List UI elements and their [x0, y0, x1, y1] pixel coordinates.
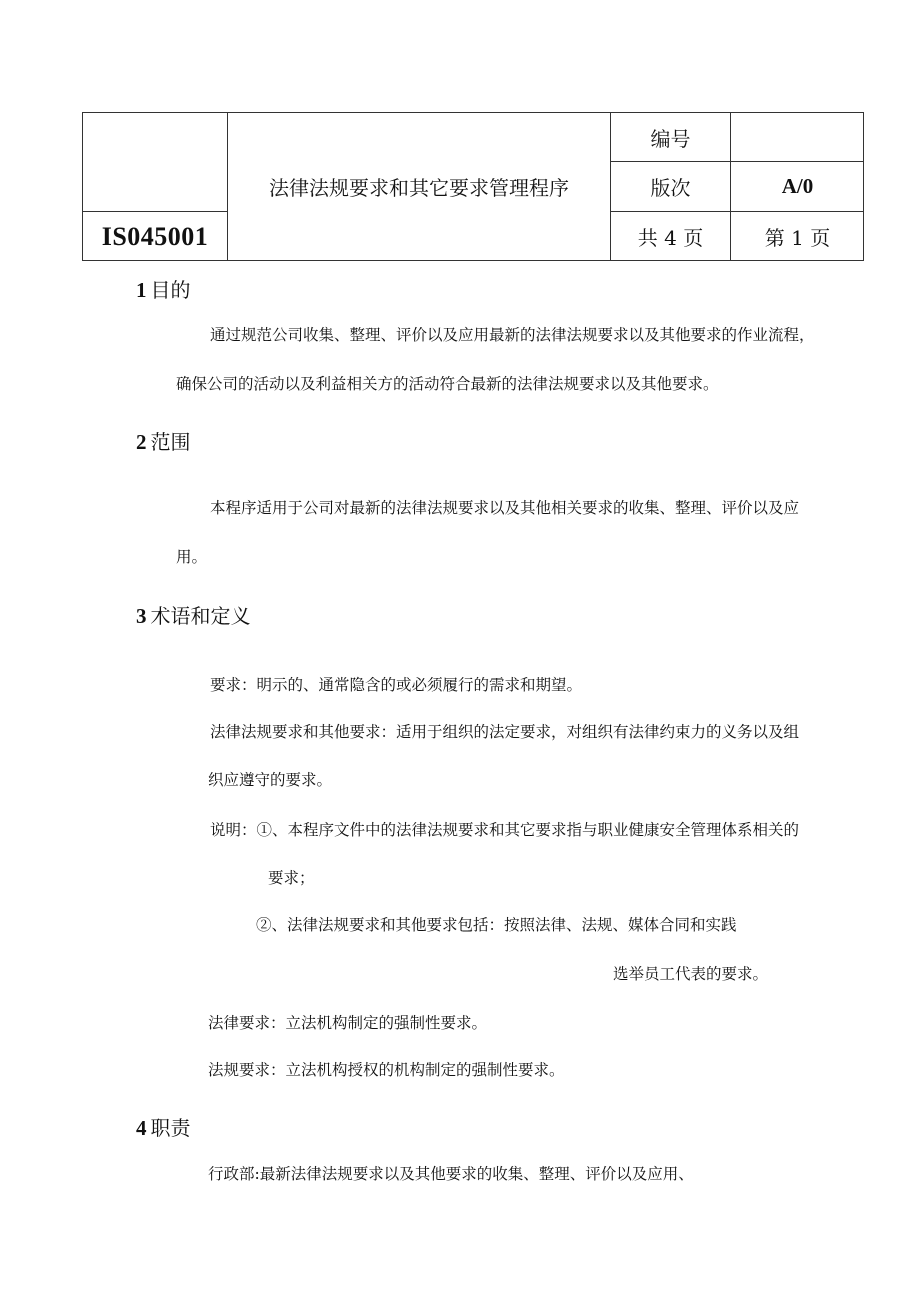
number-label: 编号 — [650, 126, 691, 151]
note-2: ②、法律法规要求和其他要求包括：按照法律、法规、媒体合同和实践 — [256, 916, 737, 934]
current-page: 第 1 页 — [764, 225, 831, 250]
number-value — [731, 113, 864, 161]
section-title: 术语和定义 — [150, 604, 251, 628]
definition-legal-requirement-cont: 织应遵守的要求。 — [208, 771, 333, 789]
document-header-table — [82, 112, 864, 261]
section-number: 4 — [136, 1116, 147, 1140]
section-4-heading — [136, 1112, 191, 1141]
note-1-cont: 要求； — [268, 869, 315, 887]
note-1: 说明：①、本程序文件中的法律法规要求和其它要求指与职业健康安全管理体系相关的 — [210, 821, 800, 839]
definition-legal-requirement: 法律法规要求和其他要求：适用于组织的法定要求，对组织有法律约束力的义务以及组 — [210, 723, 800, 741]
section-title: 目的 — [150, 278, 191, 302]
document-title: 法律法规要求和其它要求管理程序 — [269, 176, 569, 200]
definition-requirement: 要求：明示的、通常隐含的或必须履行的需求和期望。 — [210, 676, 583, 694]
section-number: 3 — [136, 604, 147, 628]
section-1-heading — [136, 274, 191, 303]
definition-regulation: 法规要求：立法机构授权的机构制定的强制性要求。 — [208, 1061, 565, 1079]
paragraph-line: 确保公司的活动以及利益相关方的活动符合最新的法律法规要求以及其他要求。 — [176, 375, 719, 393]
paragraph-line: 本程序适用于公司对最新的法律法规要求以及其他相关要求的收集、整理、评价以及应 — [210, 499, 800, 517]
responsibility-admin: 行政部:最新法律法规要求以及其他要求的收集、整理、评价以及应用、 — [208, 1165, 694, 1183]
section-number: 1 — [136, 278, 147, 302]
section-title: 职责 — [150, 1116, 191, 1140]
version-label: 版次 — [650, 176, 691, 200]
paragraph-line: 用。 — [176, 548, 208, 566]
total-pages: 共 4 页 — [637, 225, 704, 250]
standard-code: IS045001 — [101, 221, 209, 251]
paragraph-line: 通过规范公司收集、整理、评价以及应用最新的法律法规要求以及其他要求的作业流程， — [210, 326, 815, 344]
note-2-cont: 选举员工代表的要求。 — [613, 965, 769, 983]
section-title: 范围 — [150, 430, 191, 454]
section-number: 2 — [136, 430, 147, 454]
definition-law: 法律要求：立法机构制定的强制性要求。 — [208, 1014, 488, 1032]
section-3-heading — [136, 600, 251, 629]
section-2-heading — [136, 426, 191, 455]
version-value: A/0 — [781, 174, 814, 198]
